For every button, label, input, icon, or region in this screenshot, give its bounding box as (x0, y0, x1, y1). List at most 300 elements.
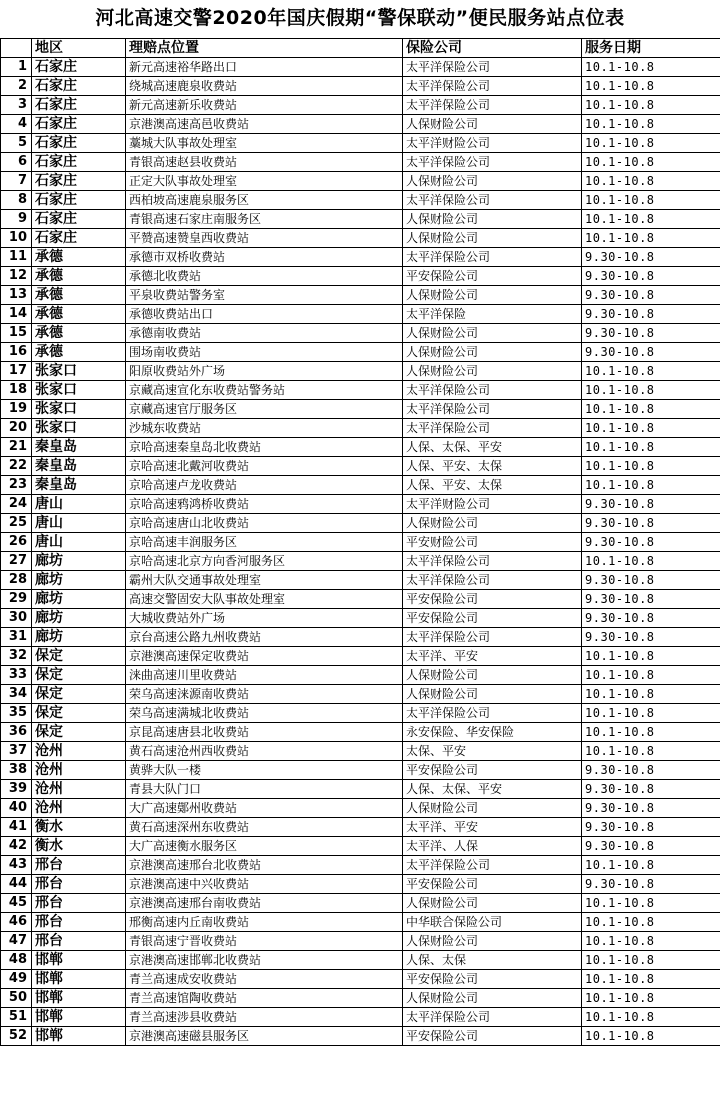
row-location: 青银高速宁晋收费站 (126, 932, 403, 951)
row-region: 承德 (32, 324, 126, 343)
row-region: 保定 (32, 704, 126, 723)
row-dates: 9.30-10.8 (582, 628, 720, 647)
row-number: 47 (1, 932, 32, 951)
row-insurer: 太平洋保险 (403, 305, 582, 324)
table-row (1, 894, 720, 913)
table-row (1, 533, 720, 552)
table-row (1, 400, 720, 419)
table-row (1, 172, 720, 191)
row-location: 京港澳高速中兴收费站 (126, 875, 403, 894)
row-insurer: 平安保险公司 (403, 875, 582, 894)
table-row (1, 856, 720, 875)
header-num (1, 39, 32, 58)
row-insurer: 太平洋保险公司 (403, 400, 582, 419)
row-dates: 10.1-10.8 (582, 400, 720, 419)
row-insurer: 平安财险公司 (403, 533, 582, 552)
table-row (1, 115, 720, 134)
row-insurer: 人保财险公司 (403, 799, 582, 818)
row-dates: 9.30-10.8 (582, 343, 720, 362)
row-location: 大城收费站外广场 (126, 609, 403, 628)
row-dates: 9.30-10.8 (582, 495, 720, 514)
row-region: 邯郸 (32, 989, 126, 1008)
row-number: 9 (1, 210, 32, 229)
row-dates: 9.30-10.8 (582, 305, 720, 324)
row-dates: 10.1-10.8 (582, 172, 720, 191)
row-region: 石家庄 (32, 134, 126, 153)
table-row (1, 77, 720, 96)
row-dates: 10.1-10.8 (582, 932, 720, 951)
table-row (1, 96, 720, 115)
row-dates: 9.30-10.8 (582, 286, 720, 305)
row-dates: 10.1-10.8 (582, 457, 720, 476)
row-dates: 9.30-10.8 (582, 875, 720, 894)
row-insurer: 平安保险公司 (403, 761, 582, 780)
row-number: 33 (1, 666, 32, 685)
row-region: 廊坊 (32, 609, 126, 628)
table-row (1, 286, 720, 305)
row-number: 24 (1, 495, 32, 514)
row-insurer: 太平洋、平安 (403, 647, 582, 666)
row-region: 承德 (32, 343, 126, 362)
header-insurer: 保险公司 (403, 39, 582, 58)
row-region: 沧州 (32, 742, 126, 761)
row-dates: 10.1-10.8 (582, 1008, 720, 1027)
row-insurer: 人保财险公司 (403, 514, 582, 533)
row-dates: 10.1-10.8 (582, 134, 720, 153)
table-row (1, 229, 720, 248)
row-location: 大广高速鄚州收费站 (126, 799, 403, 818)
table-row (1, 970, 720, 989)
row-location: 沙城东收费站 (126, 419, 403, 438)
row-number: 20 (1, 419, 32, 438)
row-region: 保定 (32, 685, 126, 704)
row-insurer: 太平洋保险公司 (403, 58, 582, 77)
row-location: 承德南收费站 (126, 324, 403, 343)
row-location: 新元高速裕华路出口 (126, 58, 403, 77)
row-location: 荣乌高速满城北收费站 (126, 704, 403, 723)
row-location: 围场南收费站 (126, 343, 403, 362)
row-insurer: 太平洋保险公司 (403, 704, 582, 723)
row-location: 绕城高速鹿泉收费站 (126, 77, 403, 96)
table-row (1, 932, 720, 951)
row-location: 京哈高速北戴河收费站 (126, 457, 403, 476)
row-location: 青银高速赵县收费站 (126, 153, 403, 172)
row-dates: 10.1-10.8 (582, 552, 720, 571)
row-insurer: 平安保险公司 (403, 590, 582, 609)
row-region: 石家庄 (32, 153, 126, 172)
table-row (1, 381, 720, 400)
table-row (1, 951, 720, 970)
row-number: 49 (1, 970, 32, 989)
row-region: 邢台 (32, 913, 126, 932)
row-location: 京哈高速卢龙收费站 (126, 476, 403, 495)
row-dates: 9.30-10.8 (582, 799, 720, 818)
row-region: 邢台 (32, 894, 126, 913)
row-region: 秦皇岛 (32, 457, 126, 476)
table-row (1, 685, 720, 704)
row-number: 29 (1, 590, 32, 609)
row-number: 46 (1, 913, 32, 932)
row-insurer: 人保、平安、太保 (403, 476, 582, 495)
row-number: 11 (1, 248, 32, 267)
row-region: 张家口 (32, 419, 126, 438)
table-row (1, 913, 720, 932)
row-dates: 10.1-10.8 (582, 989, 720, 1008)
row-location: 京哈高速唐山北收费站 (126, 514, 403, 533)
row-dates: 10.1-10.8 (582, 438, 720, 457)
row-number: 13 (1, 286, 32, 305)
row-number: 2 (1, 77, 32, 96)
row-number: 19 (1, 400, 32, 419)
row-location: 京哈高速丰润服务区 (126, 533, 403, 552)
row-number: 17 (1, 362, 32, 381)
row-location: 青兰高速涉县收费站 (126, 1008, 403, 1027)
row-insurer: 太平洋保险公司 (403, 248, 582, 267)
table-row (1, 742, 720, 761)
row-insurer: 人保、太保 (403, 951, 582, 970)
row-location: 荣乌高速涞源南收费站 (126, 685, 403, 704)
row-number: 35 (1, 704, 32, 723)
row-dates: 10.1-10.8 (582, 229, 720, 248)
row-dates: 10.1-10.8 (582, 913, 720, 932)
row-region: 承德 (32, 286, 126, 305)
row-insurer: 太平洋保险公司 (403, 856, 582, 875)
row-region: 张家口 (32, 362, 126, 381)
row-insurer: 人保财险公司 (403, 666, 582, 685)
row-region: 秦皇岛 (32, 476, 126, 495)
row-region: 廊坊 (32, 552, 126, 571)
row-number: 5 (1, 134, 32, 153)
row-region: 石家庄 (32, 77, 126, 96)
row-dates: 10.1-10.8 (582, 894, 720, 913)
row-insurer: 太平洋、人保 (403, 837, 582, 856)
row-dates: 10.1-10.8 (582, 419, 720, 438)
row-number: 22 (1, 457, 32, 476)
row-location: 京哈高速秦皇岛北收费站 (126, 438, 403, 457)
row-region: 唐山 (32, 495, 126, 514)
row-number: 26 (1, 533, 32, 552)
row-dates: 9.30-10.8 (582, 267, 720, 286)
row-insurer: 人保财险公司 (403, 115, 582, 134)
row-region: 秦皇岛 (32, 438, 126, 457)
table-row (1, 590, 720, 609)
row-number: 15 (1, 324, 32, 343)
row-region: 石家庄 (32, 115, 126, 134)
row-number: 43 (1, 856, 32, 875)
row-dates: 10.1-10.8 (582, 647, 720, 666)
row-dates: 10.1-10.8 (582, 723, 720, 742)
row-dates: 9.30-10.8 (582, 590, 720, 609)
row-location: 承德收费站出口 (126, 305, 403, 324)
row-location: 涞曲高速川里收费站 (126, 666, 403, 685)
row-location: 京港澳高速磁县服务区 (126, 1027, 403, 1046)
row-region: 沧州 (32, 761, 126, 780)
row-number: 30 (1, 609, 32, 628)
table-row (1, 457, 720, 476)
row-dates: 9.30-10.8 (582, 571, 720, 590)
row-number: 3 (1, 96, 32, 115)
row-insurer: 太平洋保险公司 (403, 552, 582, 571)
row-dates: 9.30-10.8 (582, 761, 720, 780)
table-row (1, 514, 720, 533)
table-row (1, 495, 720, 514)
row-location: 平泉收费站警务室 (126, 286, 403, 305)
row-location: 霸州大队交通事故处理室 (126, 571, 403, 590)
row-dates: 9.30-10.8 (582, 248, 720, 267)
row-dates: 10.1-10.8 (582, 362, 720, 381)
row-insurer: 太平洋财险公司 (403, 495, 582, 514)
row-location: 青兰高速馆陶收费站 (126, 989, 403, 1008)
row-dates: 10.1-10.8 (582, 96, 720, 115)
row-insurer: 平安保险公司 (403, 970, 582, 989)
row-insurer: 人保财险公司 (403, 932, 582, 951)
row-insurer: 太平洋财险公司 (403, 134, 582, 153)
row-insurer: 人保财险公司 (403, 286, 582, 305)
row-location: 京哈高速鸦鸿桥收费站 (126, 495, 403, 514)
table-row (1, 1008, 720, 1027)
row-location: 京藏高速官厅服务区 (126, 400, 403, 419)
row-number: 1 (1, 58, 32, 77)
row-location: 正定大队事故处理室 (126, 172, 403, 191)
row-region: 石家庄 (32, 191, 126, 210)
row-dates: 10.1-10.8 (582, 153, 720, 172)
row-dates: 10.1-10.8 (582, 685, 720, 704)
table-row (1, 324, 720, 343)
row-dates: 10.1-10.8 (582, 476, 720, 495)
row-number: 14 (1, 305, 32, 324)
row-location: 黄骅大队一楼 (126, 761, 403, 780)
header-dates: 服务日期 (582, 39, 720, 58)
row-dates: 10.1-10.8 (582, 970, 720, 989)
row-dates: 10.1-10.8 (582, 58, 720, 77)
row-insurer: 太平洋、平安 (403, 818, 582, 837)
row-region: 保定 (32, 647, 126, 666)
row-insurer: 太平洋保险公司 (403, 571, 582, 590)
table-row (1, 191, 720, 210)
table-row (1, 210, 720, 229)
table-row (1, 305, 720, 324)
row-number: 31 (1, 628, 32, 647)
row-region: 石家庄 (32, 229, 126, 248)
table-row (1, 134, 720, 153)
row-region: 承德 (32, 248, 126, 267)
row-number: 41 (1, 818, 32, 837)
row-dates: 10.1-10.8 (582, 742, 720, 761)
row-dates: 10.1-10.8 (582, 666, 720, 685)
row-number: 45 (1, 894, 32, 913)
row-location: 西柏坡高速鹿泉服务区 (126, 191, 403, 210)
row-dates: 9.30-10.8 (582, 837, 720, 856)
row-region: 廊坊 (32, 628, 126, 647)
row-insurer: 人保、太保、平安 (403, 780, 582, 799)
page-title: 河北高速交警2020年国庆假期“警保联动”便民服务站点位表 (95, 7, 625, 29)
row-region: 廊坊 (32, 571, 126, 590)
table-row (1, 153, 720, 172)
row-number: 12 (1, 267, 32, 286)
row-location: 藁城大队事故处理室 (126, 134, 403, 153)
table-header-row (1, 39, 720, 58)
row-dates: 9.30-10.8 (582, 818, 720, 837)
table-row (1, 704, 720, 723)
row-region: 承德 (32, 267, 126, 286)
row-insurer: 太平洋保险公司 (403, 77, 582, 96)
table-row (1, 476, 720, 495)
row-number: 50 (1, 989, 32, 1008)
row-number: 48 (1, 951, 32, 970)
row-insurer: 人保财险公司 (403, 362, 582, 381)
row-insurer: 太平洋保险公司 (403, 419, 582, 438)
row-dates: 9.30-10.8 (582, 533, 720, 552)
row-dates: 10.1-10.8 (582, 381, 720, 400)
row-region: 保定 (32, 723, 126, 742)
row-region: 唐山 (32, 514, 126, 533)
table-row (1, 571, 720, 590)
row-region: 邯郸 (32, 970, 126, 989)
table-row (1, 647, 720, 666)
row-insurer: 人保、平安、太保 (403, 457, 582, 476)
header-location: 理赔点位置 (126, 39, 403, 58)
row-location: 京哈高速北京方向香河服务区 (126, 552, 403, 571)
row-location: 京港澳高速保定收费站 (126, 647, 403, 666)
row-region: 张家口 (32, 381, 126, 400)
row-insurer: 人保财险公司 (403, 324, 582, 343)
row-location: 黄石高速深州东收费站 (126, 818, 403, 837)
row-region: 邢台 (32, 856, 126, 875)
row-region: 石家庄 (32, 172, 126, 191)
table-row (1, 248, 720, 267)
row-location: 京藏高速宣化东收费站警务站 (126, 381, 403, 400)
row-number: 39 (1, 780, 32, 799)
row-location: 京港澳高速邯郸北收费站 (126, 951, 403, 970)
row-region: 衡水 (32, 837, 126, 856)
row-number: 36 (1, 723, 32, 742)
row-region: 邯郸 (32, 1027, 126, 1046)
row-number: 18 (1, 381, 32, 400)
row-location: 大广高速衡水服务区 (126, 837, 403, 856)
row-insurer: 太平洋保险公司 (403, 628, 582, 647)
table-row (1, 780, 720, 799)
row-dates: 10.1-10.8 (582, 856, 720, 875)
header-region: 地区 (32, 39, 126, 58)
row-insurer: 太平洋保险公司 (403, 96, 582, 115)
row-dates: 10.1-10.8 (582, 191, 720, 210)
row-location: 青兰高速成安收费站 (126, 970, 403, 989)
row-location: 邢衡高速内丘南收费站 (126, 913, 403, 932)
row-number: 42 (1, 837, 32, 856)
row-insurer: 人保财险公司 (403, 210, 582, 229)
table-row (1, 267, 720, 286)
row-insurer: 人保、太保、平安 (403, 438, 582, 457)
row-location: 青银高速石家庄南服务区 (126, 210, 403, 229)
row-number: 4 (1, 115, 32, 134)
row-region: 邢台 (32, 932, 126, 951)
table-row (1, 609, 720, 628)
row-location: 承德北收费站 (126, 267, 403, 286)
row-insurer: 太平洋保险公司 (403, 381, 582, 400)
row-dates: 10.1-10.8 (582, 210, 720, 229)
row-insurer: 太平洋保险公司 (403, 191, 582, 210)
row-insurer: 中华联合保险公司 (403, 913, 582, 932)
row-insurer: 太平洋保险公司 (403, 1008, 582, 1027)
table-row (1, 761, 720, 780)
row-dates: 10.1-10.8 (582, 77, 720, 96)
row-location: 阳原收费站外广场 (126, 362, 403, 381)
row-dates: 10.1-10.8 (582, 1027, 720, 1046)
table-row (1, 989, 720, 1008)
row-dates: 10.1-10.8 (582, 704, 720, 723)
table-row (1, 666, 720, 685)
row-location: 黄石高速沧州西收费站 (126, 742, 403, 761)
table-row (1, 818, 720, 837)
row-region: 沧州 (32, 780, 126, 799)
row-region: 承德 (32, 305, 126, 324)
row-location: 青县大队门口 (126, 780, 403, 799)
row-dates: 9.30-10.8 (582, 780, 720, 799)
row-insurer: 太平洋保险公司 (403, 153, 582, 172)
row-number: 40 (1, 799, 32, 818)
row-number: 28 (1, 571, 32, 590)
table-row (1, 58, 720, 77)
row-region: 石家庄 (32, 96, 126, 115)
row-region: 保定 (32, 666, 126, 685)
row-insurer: 人保财险公司 (403, 685, 582, 704)
row-dates: 9.30-10.8 (582, 514, 720, 533)
row-insurer: 平安保险公司 (403, 267, 582, 286)
row-insurer: 永安保险、华安保险 (403, 723, 582, 742)
row-number: 38 (1, 761, 32, 780)
row-insurer: 人保财险公司 (403, 989, 582, 1008)
row-insurer: 太保、平安 (403, 742, 582, 761)
row-location: 高速交警固安大队事故处理室 (126, 590, 403, 609)
row-location: 京港澳高速邢台南收费站 (126, 894, 403, 913)
row-insurer: 人保财险公司 (403, 172, 582, 191)
row-region: 邢台 (32, 875, 126, 894)
table-row (1, 723, 720, 742)
table-row (1, 799, 720, 818)
table-row (1, 343, 720, 362)
row-number: 16 (1, 343, 32, 362)
row-number: 6 (1, 153, 32, 172)
row-number: 44 (1, 875, 32, 894)
row-region: 张家口 (32, 400, 126, 419)
row-number: 25 (1, 514, 32, 533)
row-insurer: 平安保险公司 (403, 1027, 582, 1046)
table-row (1, 552, 720, 571)
row-number: 23 (1, 476, 32, 495)
row-region: 邯郸 (32, 951, 126, 970)
row-location: 承德市双桥收费站 (126, 248, 403, 267)
row-number: 32 (1, 647, 32, 666)
row-location: 京台高速公路九州收费站 (126, 628, 403, 647)
row-region: 衡水 (32, 818, 126, 837)
row-location: 京港澳高速高邑收费站 (126, 115, 403, 134)
row-region: 廊坊 (32, 590, 126, 609)
row-number: 37 (1, 742, 32, 761)
table-row (1, 438, 720, 457)
row-insurer: 人保财险公司 (403, 229, 582, 248)
row-number: 51 (1, 1008, 32, 1027)
row-dates: 10.1-10.8 (582, 115, 720, 134)
row-number: 52 (1, 1027, 32, 1046)
row-dates: 9.30-10.8 (582, 609, 720, 628)
row-location: 京港澳高速邢台北收费站 (126, 856, 403, 875)
service-station-table (0, 38, 720, 1046)
row-number: 21 (1, 438, 32, 457)
row-region: 石家庄 (32, 58, 126, 77)
table-body (1, 58, 720, 1046)
row-location: 京昆高速唐县北收费站 (126, 723, 403, 742)
row-number: 8 (1, 191, 32, 210)
